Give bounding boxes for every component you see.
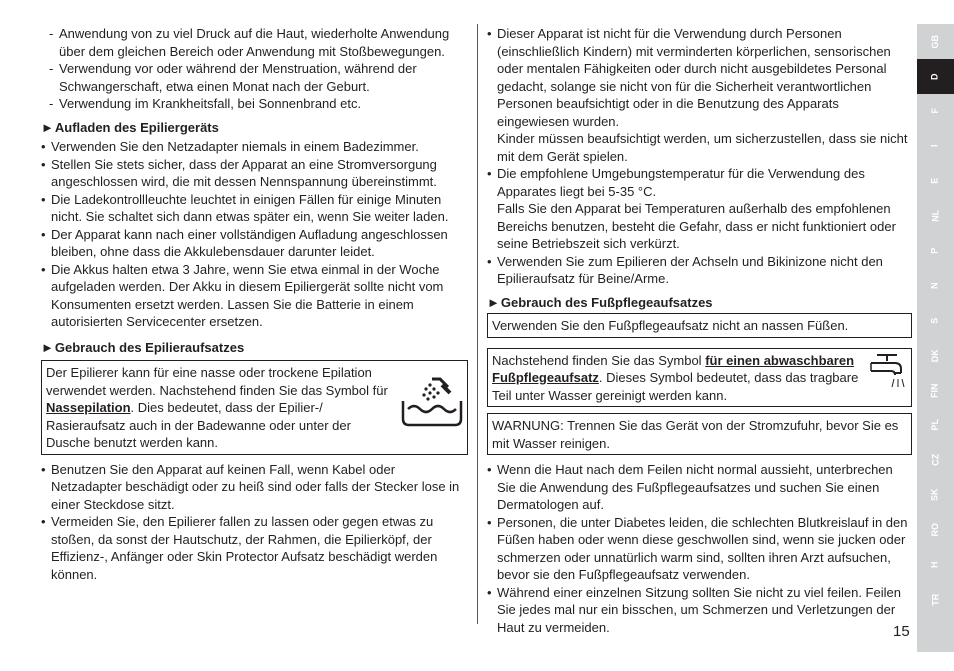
language-tab-dk[interactable] xyxy=(917,338,954,373)
language-tab-ro[interactable] xyxy=(917,512,954,547)
language-tab-label: TR xyxy=(929,593,940,606)
language-tab-i[interactable] xyxy=(917,129,954,164)
language-sidebar xyxy=(917,24,954,652)
language-tab-label: P xyxy=(929,247,940,254)
section-heading-charging xyxy=(41,119,468,137)
list-item: • Personen, die unter Diabetes leiden, die schlechten Blutkreislauf in den Füßen haben oder wenn diese geschwollen sind, wenn sie jucken oder schmerzen oder unnatürlich warm sind, sollten ihren Arzt aufsuchen, bevor sie den Fußpflegeaufsatz verwenden. xyxy=(487,514,912,584)
language-tab-pl[interactable] xyxy=(917,408,954,443)
language-tab-fin[interactable] xyxy=(917,373,954,408)
section-heading-text: Gebrauch des Fußpflegeaufsatzes xyxy=(500,294,713,310)
box-text: . Dieses Symbol bedeutet, dass das tragbare Teil unter Wasser gereinigt werden kann. xyxy=(492,370,859,403)
column-divider xyxy=(477,24,478,624)
wet-feet-box: Verwenden Sie den Fußpflegeaufsatz nicht an nassen Füßen. xyxy=(487,313,912,338)
language-tab-f[interactable] xyxy=(917,94,954,129)
language-tab-d[interactable] xyxy=(917,59,954,94)
language-tab-label: RO xyxy=(929,523,940,537)
language-tab-label: SK xyxy=(929,488,940,502)
language-tab-label: GB xyxy=(929,34,940,49)
page-number: 15 xyxy=(893,623,910,640)
language-tab-n[interactable] xyxy=(917,268,954,303)
language-tab-label: S xyxy=(929,317,940,324)
language-tab-label: NL xyxy=(929,209,940,222)
language-tab-label: F xyxy=(929,108,940,114)
list-item: • Verwenden Sie den Netzadapter niemals in einem Badezimmer. xyxy=(41,138,468,156)
language-tab-sk[interactable] xyxy=(917,478,954,513)
list-item: • Vermeiden Sie, den Epilierer fallen zu lassen oder gegen etwas zu stoßen, da sonst der Hautschutz, der Rahmen, die Epilierköpf, der Effizienz-, Anfänger oder Skin Protector Aufsatz beschädigt werden können. xyxy=(41,513,468,583)
list-paragraph: Falls Sie den Apparat bei Temperaturen außerhalb des empfohlenen Bereichs benutzen, besteht die Gefahr, dass er nicht funktioniert oder seine Betriebszeit sich verkürzt. xyxy=(497,201,896,251)
washable-symbol-box xyxy=(487,348,912,408)
language-tab-nl[interactable] xyxy=(917,198,954,233)
arrow-icon: ► xyxy=(41,119,54,135)
list-item: - Verwendung im Krankheitsfall, bei Sonnenbrand etc. xyxy=(49,95,468,113)
list-item: • Verwenden Sie zum Epilieren der Achseln und Bikinizone nicht den Epilieraufsatz für Beine/Arme. xyxy=(487,253,912,288)
language-tab-h[interactable] xyxy=(917,547,954,582)
washable-symbol-text xyxy=(492,352,860,405)
language-tab-label: FIN xyxy=(929,383,940,398)
language-tab-cz[interactable] xyxy=(917,443,954,478)
wet-epilation-term: Nassepilation xyxy=(46,400,131,415)
list-item: • Die Akkus halten etwa 3 Jahre, wenn Sie etwa einmal in der Woche aufgeladen werden. Der Akku in diesem Epiliergerät sollte nicht vom Konsumenten ersetzt werden. Lassen Sie die Batterie in einem autorisierten Servicecenter ersetzen. xyxy=(41,261,468,331)
language-tab-gb[interactable] xyxy=(917,24,954,59)
list-item: • Wenn die Haut nach dem Feilen nicht normal aussieht, unterbrechen Sie die Anwendung des Fußpflegeaufsatzes und suchen Sie einen Dermatologen auf. xyxy=(487,461,912,514)
list-item: • Der Apparat kann nach einer vollständigen Aufladung angeschlossen bleiben, ohne dass die Akkulebensdauer darunter leidet. xyxy=(41,226,468,261)
list-item: • Während einer einzelnen Sitzung sollten Sie nicht zu viel feilen. Feilen Sie jedes mal nur ein bisschen, um Schmerzen und Verletzungen der Haut zu vermeiden. xyxy=(487,584,912,637)
language-tab-label: PL xyxy=(929,419,940,431)
warning-box: WARNUNG: Trennen Sie das Gerät von der Stromzufuhr, bevor Sie es mit Wasser reinigen. xyxy=(487,413,912,455)
language-tab-label: I xyxy=(929,144,940,148)
section-heading-text: Aufladen des Epiliergeräts xyxy=(54,119,219,135)
wet-epilation-box xyxy=(41,360,468,455)
list-item: - Anwendung von zu viel Druck auf die Haut, wiederholte Anwendung über dem gleichen Bereich oder Anwendung mit Stoßbewegungen. xyxy=(49,25,468,60)
wet-epilation-text xyxy=(46,364,396,452)
language-tab-tr[interactable] xyxy=(917,582,954,617)
list-item: • Stellen Sie stets sicher, dass der Apparat an eine Stromversorgung angeschlossen wird, die mit dessen Nennspannung übereinstimmt. xyxy=(41,156,468,191)
language-tab-label: DK xyxy=(929,348,940,362)
language-tab-label: H xyxy=(929,561,940,569)
section-heading-foot xyxy=(487,294,912,312)
language-tab-label: CZ xyxy=(929,454,940,467)
language-tab-label: D xyxy=(929,73,940,80)
faucet-rinse-icon xyxy=(867,351,907,393)
section-heading-text: Gebrauch des Epilieraufsatzes xyxy=(54,339,245,355)
language-tab-p[interactable] xyxy=(917,233,954,268)
right-column xyxy=(487,25,912,636)
list-item: - Verwendung vor oder während der Menstruation, während der Schwangerschaft, etwa einen Monat nach der Geburt. xyxy=(49,60,468,95)
language-tab-label: N xyxy=(929,282,940,289)
list-item: • Dieser Apparat ist nicht für die Verwendung durch Personen (einschließlich Kindern) mit verminderten körperlichen, sensorischen oder mentalen Fähigkeiten oder durch nicht ausgebildetes Personal gedacht, solange sie nicht von für die Sicherheit verantwortlichen Personen beaufsichtigt oder in die Benutzung des Apparats eingewiesen wurden. xyxy=(487,25,912,130)
language-tab-s[interactable] xyxy=(917,303,954,338)
list-item: • Die empfohlene Umgebungstemperatur für die Verwendung des Apparates liegt bei 5-35 °C. xyxy=(487,165,912,200)
shower-bath-icon xyxy=(400,375,464,427)
box-text: Nachstehend finden Sie das Symbol xyxy=(492,352,706,368)
box-text: Der Epilierer kann für eine nasse oder trockene Epilation verwendet werden. Nachstehend finden Sie das Symbol für xyxy=(46,365,388,398)
washable-symbol-term: für einen abwaschbaren Fußpflegeaufsatz xyxy=(492,352,855,385)
language-tab-label: E xyxy=(929,177,940,185)
left-column xyxy=(41,25,468,583)
box-text: . Dies bedeutet, dass der Epilier-/ Rasieraufsatz auch in der Badewanne oder unter der Dusche benutzt werden kann. xyxy=(46,400,351,450)
list-item: • Benutzen Sie den Apparat auf keinen Fall, wenn Kabel oder Netzadapter beschädigt oder zu heiß sind oder falls der Stecker lose in einer Steckdose sitzt. xyxy=(41,461,468,514)
language-tab-e[interactable] xyxy=(917,164,954,199)
list-item: • Die Ladekontrollleuchte leuchtet in einigen Fällen für einige Minuten nicht. Sie schaltet sich dann etwas später ein, wenn Sie weiter laden. xyxy=(41,191,468,226)
list-paragraph: Kinder müssen beaufsichtigt werden, um sicherzustellen, dass sie nicht mit dem Gerät spielen. xyxy=(497,131,908,164)
section-heading-attachments xyxy=(41,339,468,357)
arrow-icon: ► xyxy=(41,339,54,355)
arrow-icon: ► xyxy=(487,294,500,310)
